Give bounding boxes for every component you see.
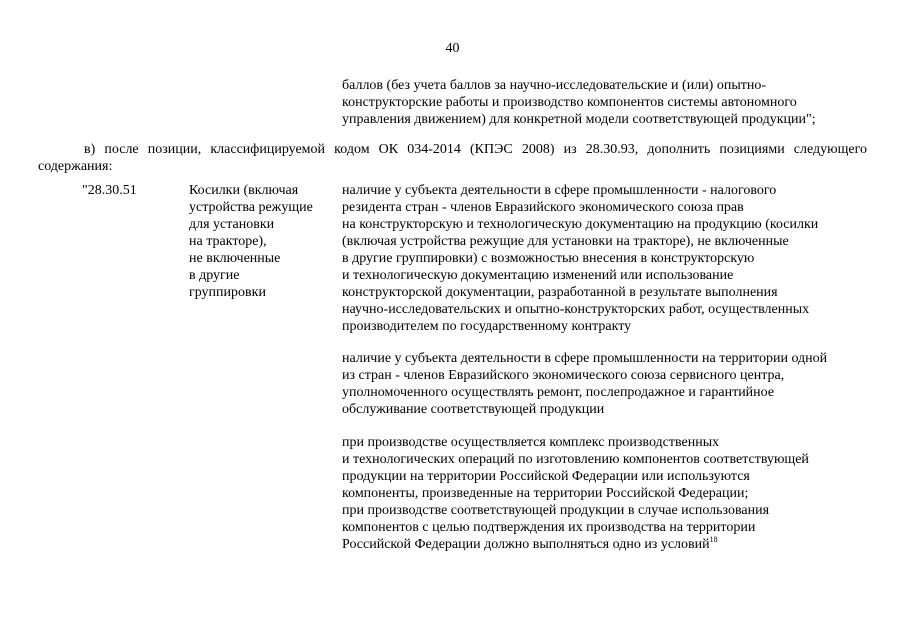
name-line: на тракторе), bbox=[189, 234, 267, 249]
requirement-line: научно-исследовательских и опытно-конструкторских работ, осуществленных bbox=[342, 302, 810, 317]
requirement-line: компонентов с целью подтверждения их производства на территории bbox=[342, 520, 756, 535]
requirement-line: резидента стран - членов Евразийского экономического союза прав bbox=[342, 200, 744, 215]
intro-line: содержания: bbox=[38, 159, 113, 174]
requirement-line: обслуживание соответствующей продукции bbox=[342, 402, 605, 417]
name-line: устройства режущие bbox=[189, 200, 313, 215]
name-line: для установки bbox=[189, 217, 275, 232]
intro-line: в) после позиции, классифицируемой кодом ОК 034-2014 (КПЭС 2008) из 28.30.93, дополнить позициями следующего bbox=[84, 142, 867, 157]
intro-paragraph bbox=[38, 141, 867, 175]
requirement-line bbox=[342, 536, 872, 553]
requirement-line: при производстве осуществляется комплекс производственных bbox=[342, 435, 720, 450]
name-line: не включенные bbox=[189, 251, 281, 266]
requirement-line: из стран - членов Евразийского экономического союза сервисного центра, bbox=[342, 368, 785, 383]
requirement-line: производителем по государственному контракту bbox=[342, 319, 632, 334]
requirement-3 bbox=[342, 434, 872, 553]
requirement-line: компоненты, произведенные на территории Российской Федерации; bbox=[342, 486, 749, 501]
name-line: в другие bbox=[189, 268, 240, 283]
footnote-marker[interactable]: 18 bbox=[709, 535, 718, 544]
continuation-text bbox=[342, 77, 872, 128]
requirement-line: наличие у субъекта деятельности в сфере промышленности - налогового bbox=[342, 183, 777, 198]
requirement-1 bbox=[342, 182, 872, 335]
text-line: баллов (без учета баллов за научно-исследовательские и (или) опытно- bbox=[342, 78, 767, 93]
requirement-line: и технологическую документацию изменений или использование bbox=[342, 268, 734, 283]
text-line: конструкторские работы и производство компонентов системы автономного bbox=[342, 95, 797, 110]
name-line: группировки bbox=[189, 285, 266, 300]
page-number: 40 bbox=[445, 41, 460, 56]
text-line: управления движением) для конкретной модели соответствующей продукции"; bbox=[342, 112, 816, 127]
requirement-line-text: Российской Федерации должно выполняться одно из условий bbox=[342, 537, 710, 552]
requirement-line: и технологических операций по изготовлению компонентов соответствующей bbox=[342, 452, 809, 467]
requirement-line: наличие у субъекта деятельности в сфере промышленности на территории одной bbox=[342, 351, 828, 366]
requirement-2 bbox=[342, 350, 872, 418]
entry-code: "28.30.51 bbox=[82, 183, 137, 198]
requirement-line: продукции на территории Российской Федерации или используются bbox=[342, 469, 750, 484]
requirement-line: в другие группировки) с возможностью внесения в конструкторскую bbox=[342, 251, 755, 266]
requirement-line: (включая устройства режущие для установки на тракторе), не включенные bbox=[342, 234, 789, 249]
requirement-line: конструкторской документации, разработанной в результате выполнения bbox=[342, 285, 778, 300]
requirement-line: при производстве соответствующей продукции в случае использования bbox=[342, 503, 770, 518]
requirement-line: уполномоченного осуществлять ремонт, послепродажное и гарантийное bbox=[342, 385, 775, 400]
requirement-line: на конструкторскую и технологическую документацию на продукцию (косилки bbox=[342, 217, 819, 232]
entry-name bbox=[189, 182, 337, 301]
name-line: Косилки (включая bbox=[189, 183, 299, 198]
